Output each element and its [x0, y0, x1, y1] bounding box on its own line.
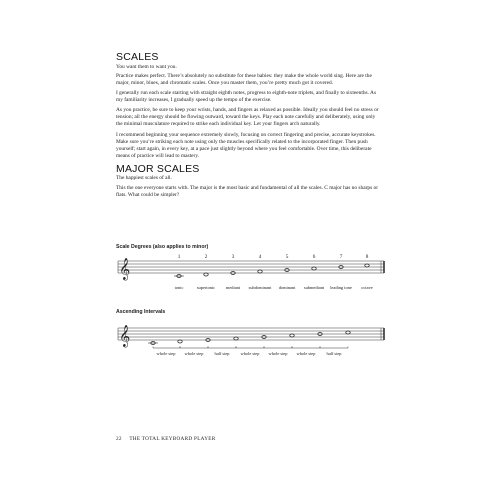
- paragraph: Practice makes perfect. There’s absolutely no substitute for these babies: they make the whole world sing. Here are the major, minor, blues, and chromatic scales. Once you master them, you’re pretty much got it covered.: [116, 73, 372, 86]
- whole-note: [290, 334, 294, 337]
- interval-bracket: [320, 347, 348, 349]
- whole-note: [234, 337, 238, 340]
- interval-label: half step: [326, 351, 342, 356]
- interval-bracket: [292, 347, 320, 349]
- treble-clef-icon: 𝄞: [119, 325, 131, 347]
- interval-bracket: [153, 347, 180, 349]
- interval-label: whole step: [268, 351, 288, 356]
- interval-notes: [151, 331, 350, 345]
- paragraph: I recommend beginning your sequence extremely slowly, focusing on correct fingering and precise, accurate keystrokes. Make sure you’re striking each note using only the muscles specifically related to the incorporated finger. Then push yourself; start again, in every key, at a pace just slightly beyond where you feel comfortable. Over time, this deliberate means of practice will lead to mastery.: [116, 131, 376, 159]
- interval-bracket: [236, 347, 264, 349]
- book-title: THE TOTAL KEYBOARD PLAYER: [129, 436, 216, 442]
- degree-name: submediant: [303, 285, 325, 290]
- interval-brackets: [153, 347, 348, 349]
- interval-label: half step: [214, 351, 230, 356]
- degree-number: 7: [339, 254, 343, 260]
- page-footer: [116, 436, 222, 442]
- degree-number: 4: [258, 254, 262, 260]
- degree-number: 3: [231, 254, 235, 260]
- degree-name: subdominant: [248, 285, 272, 290]
- degree-number: 6: [312, 254, 316, 260]
- whole-note: [258, 270, 262, 273]
- degree-name: supertonic: [196, 285, 216, 290]
- interval-label: whole step: [156, 351, 176, 356]
- paragraph: I generally run each scale starting with straight eighth notes, progress to eighth-note triplets, and finally to sixteenths. As my familiarity increases, I gradually speed up the tempo of the exercise.: [116, 90, 377, 104]
- interval-bracket: [208, 347, 236, 349]
- interval-label: whole step: [296, 351, 316, 356]
- page-number: 22: [116, 436, 122, 442]
- interval-bracket: [264, 347, 292, 349]
- paragraph: As you practice, be sure to keep your wrists, hands, and fingers as relaxed as possible. Ideally you should feel no stress or tension; all the energy should be flowing outward, toward the keys. Play each note carefully and deliberately, using only the minimal musculature required to strike each individual key. Let your fingers arch naturally.: [116, 107, 379, 128]
- degree-name: octave: [361, 285, 373, 290]
- degree-number: 8: [365, 254, 369, 260]
- scales-subtitle: You want them to want you.: [116, 63, 177, 70]
- staff-scale-degrees: [118, 261, 384, 276]
- degree-notes: [177, 264, 369, 278]
- whole-note: [365, 264, 369, 267]
- major-scales-heading: MAJOR SCALES: [116, 162, 200, 175]
- whole-note: [312, 267, 316, 270]
- scale-degrees-label: Scale Degrees (also applies to minor): [116, 244, 209, 250]
- scales-heading: SCALES: [116, 51, 159, 63]
- degree-number: 1: [177, 254, 181, 260]
- whole-note: [346, 331, 350, 334]
- degree-number: 2: [204, 254, 208, 260]
- interval-label: whole step: [240, 351, 260, 356]
- interval-bracket: [180, 347, 208, 349]
- paragraph: This the one everyone starts with. The major is the most basic and fundamental of all the scales. C major has no sharps or flats. What could be simpler?: [116, 184, 379, 198]
- whole-note: [178, 340, 182, 343]
- staff-intervals: [118, 328, 384, 343]
- interval-label: whole step: [184, 351, 204, 356]
- major-scales-subtitle: The happiest scales of all.: [116, 175, 172, 182]
- treble-clef-icon: 𝄞: [119, 258, 131, 280]
- degree-name: mediant: [225, 285, 241, 290]
- degree-name: tonic: [174, 285, 184, 290]
- degree-name: leading tone: [330, 285, 352, 290]
- degree-number: 5: [285, 254, 289, 260]
- degree-name: dominant: [278, 285, 296, 290]
- ascending-intervals-label: Ascending Intervals: [116, 309, 166, 315]
- whole-note: [204, 273, 208, 276]
